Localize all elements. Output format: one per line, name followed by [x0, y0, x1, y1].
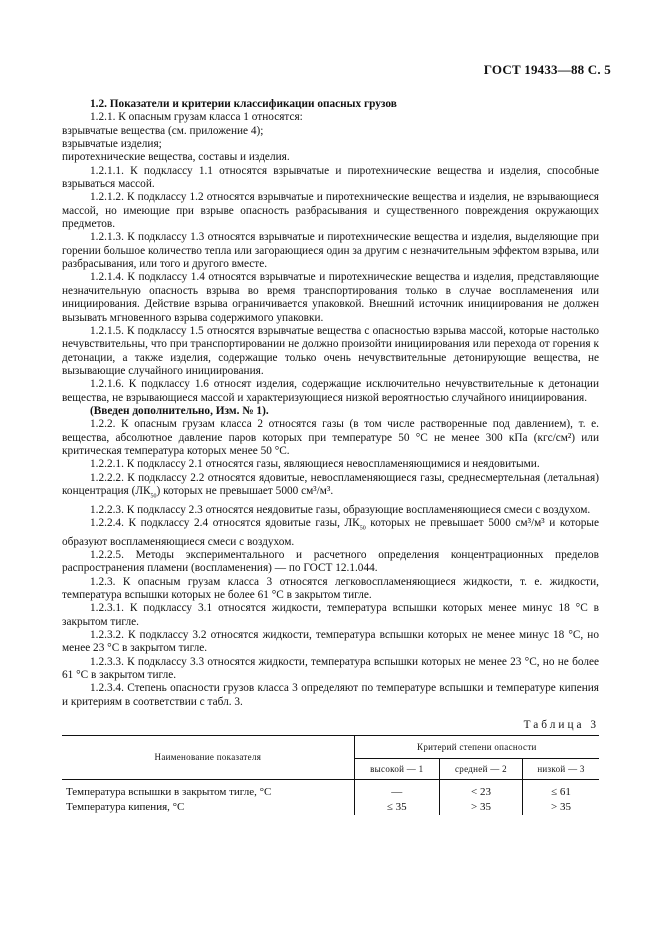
table-caption: Таблица 3 [523, 718, 599, 731]
subscript: 50 [150, 493, 157, 500]
row-name: Температура вспышки в закрытом тигле, °С [62, 780, 354, 801]
paragraph-text: ) которых не превышает 5000 см³/м³. [156, 484, 334, 497]
paragraph-1-2-1: 1.2.1. К опасным грузам класса 1 относятся: [90, 111, 303, 124]
paragraph-1-2-2-3: 1.2.2.3. К подклассу 2.3 относятся неядовитые газы, образующие воспламеняющиеся смеси с воздухом. [90, 503, 591, 516]
list-item: пиротехнические вещества, составы и изделия. [62, 151, 290, 164]
paragraph-1-2-1-3: 1.2.1.3. К подклассу 1.3 относятся взрывчатые и пиротехнические вещества и изделия, выделяющие при горении большое количество тепла или загорающиеся один за другим с незначительным эффектом взрыва, или разбрасывания, или того и другого вместе. [62, 231, 599, 271]
table-row [62, 800, 599, 815]
cell-mid: < 23 [439, 780, 522, 801]
section-title: 1.2. Показатели и критерии классификации опасных грузов [90, 98, 397, 110]
paragraph-1-2-3: 1.2.3. К опасным грузам класса 3 относятся легковоспламеняющиеся жидкости, т. е. жидкости, температура вспышки которых не более 61 °С в закрытом тигле. [62, 575, 599, 601]
column-header-low: низкой — 3 [523, 759, 599, 780]
cell-mid: > 35 [439, 800, 522, 815]
row-name: Температура кипения, °С [62, 800, 354, 815]
paragraph-1-2-3-4: 1.2.3.4. Степень опасности грузов класса 3 определяют по температуре вспышки и температуре кипения и критериям в соответствии с табл. 3. [62, 682, 599, 708]
paragraph-1-2-1-4: 1.2.1.4. К подклассу 1.4 относятся взрывчатые и пиротехнические вещества и изделия, представляющие незначительную опасность взрыва во время транспортирования только в случае воспламенения или инициирования. Действие взрыва ограничивается упаковкой. Внешний источник инициирования не должен вызывать мгновенного взрыва содержимого упаковки. [62, 271, 599, 324]
table-row [62, 780, 599, 801]
paragraph-text: которых не превышает 5000 см³/м³ и которые образуют воспламеняющиеся смеси с воздухом. [62, 516, 599, 548]
page-header: ГОСТ 19433—88 С. 5 [483, 62, 611, 77]
paragraph-1-2-1-6: 1.2.1.6. К подклассу 1.6 относят изделия, содержащие исключительно нечувствительные к детонации вещества, не взрывающиеся массой и характеризующиеся низкой вероятностью случайного инициирования. [62, 378, 599, 404]
paragraph-1-2-2-5: 1.2.2.5. Методы экспериментального и расчетного определения концентрационных пределов распространения пламени (воспламенения) — по ГОСТ 12.1.044. [62, 548, 599, 575]
subscript: 50 [359, 525, 366, 532]
paragraph-1-2-1-1: 1.2.1.1. К подклассу 1.1 относятся взрывчатые и пиротехнические вещества и изделия, способные взрываться массой. [62, 164, 599, 191]
column-header-high: высокой — 1 [354, 759, 439, 780]
paragraph-text: 1.2.2.2. К подклассу 2.2 относятся ядовитые, невоспламеняющиеся газы, среднесмертельная (летальная) концентрация (ЛК [62, 471, 599, 497]
paragraph-1-2-1-5: 1.2.1.5. К подклассу 1.5 относятся взрывчатые вещества с опасностью взрыва массой, которые настолько нечувствительны, что при транспортировании не должно произойти инициирования или перехода от горения к детонации, а также изделия, содержащие только очень нечувствительные детонирующие вещества, не вызывающие случайного инициирования. [62, 324, 599, 377]
paragraph-1-2-3-2: 1.2.3.2. К подклассу 3.2 относятся жидкости, температура вспышки которых не менее минус 18 °С, но менее 23 °С в закрытом тигле. [62, 628, 599, 655]
amendment-note: (Введен дополнительно, Изм. № 1). [90, 404, 269, 417]
cell-low: ≤ 61 [551, 786, 571, 799]
paragraph-1-2-2-4 [62, 517, 599, 549]
criteria-table [62, 735, 599, 815]
column-header-mid: средней — 2 [439, 759, 522, 780]
document-body [62, 98, 599, 815]
column-header-group: Критерий степени опасности [354, 736, 599, 759]
column-header-name: Наименование показателя [62, 736, 354, 780]
paragraph-1-2-2-2 [62, 472, 599, 504]
list-item: взрывчатые изделия; [62, 138, 162, 151]
list-item: взрывчатые вещества (см. приложение 4); [62, 124, 264, 137]
paragraph-1-2-2-1: 1.2.2.1. К подклассу 2.1 относятся газы, являющиеся невоспламеняющимися и неядовитыми. [90, 458, 540, 471]
paragraph-text: 1.2.2.4. К подклассу 2.4 относятся ядовитые газы, ЛК [90, 516, 360, 529]
paragraph-1-2-3-3: 1.2.3.3. К подклассу 3.3 относятся жидкости, температура вспышки которых не менее 23 °С, но не более 61 °С в закрытом тигле. [62, 655, 599, 681]
cell-high: — [391, 786, 403, 799]
cell-low: > 35 [551, 801, 572, 814]
paragraph-1-2-1-2: 1.2.1.2. К подклассу 1.2 относятся взрывчатые и пиротехнические вещества и изделия, не взрывающиеся массой, но имеющие при взрыве опасность разбрасывания и существенного повреждения окружающих предметов. [62, 191, 599, 231]
paragraph-1-2-3-1: 1.2.3.1. К подклассу 3.1 относятся жидкости, температура вспышки которых менее минус 18 °С в закрытом тигле. [62, 602, 599, 628]
paragraph-1-2-2: 1.2.2. К опасным грузам класса 2 относятся газы (в том числе растворенные под давлением), т. е. вещества, абсолютное давление паров которых при температуре 50 °С не менее 300 кПа (кгс/см²) или критическая температура которых менее 50 °С. [62, 418, 599, 457]
cell-high: ≤ 35 [386, 801, 407, 814]
